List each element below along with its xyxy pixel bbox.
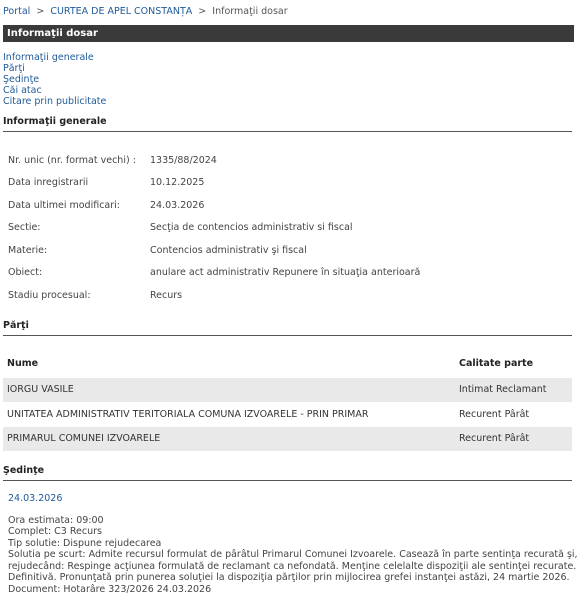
info-label: Materie: [8, 244, 48, 256]
info-value: 1335/88/2024 [150, 154, 217, 166]
anchor-cai-atac[interactable]: Căi atac [3, 85, 42, 96]
party-role: Intimat Reclamant [455, 378, 572, 403]
info-value: anulare act administrativ Repunere în situaţia anterioară [150, 267, 421, 279]
party-name: IORGU VASILE [3, 378, 455, 403]
info-value: Contencios administrativ şi fiscal [150, 244, 307, 256]
info-label: Data ultimei modificari: [8, 199, 120, 211]
info-row-data-ultimei-modificari [3, 194, 572, 217]
info-label: Sectie: [8, 222, 41, 234]
parti-table [3, 350, 572, 452]
section-heading-informatii-generale: Informaţii generale [3, 116, 572, 132]
info-label: Obiect: [8, 267, 43, 279]
party-name: UNITATEA ADMINISTRATIV TERITORIALA COMUNA IZVOARELE - PRIN PRIMAR [7, 408, 369, 420]
hearing-document: Document: Hotarâre 323/2026 24.03.2026 [8, 583, 212, 595]
hearing-date: 24.03.2026 [8, 493, 63, 504]
parti-header-row [3, 350, 572, 378]
info-row-obiect [3, 262, 572, 285]
breadcrumb-current: Informaţii dosar [212, 6, 288, 17]
column-header-calitate: Calitate parte [459, 358, 534, 369]
breadcrumb-separator: > [198, 6, 207, 17]
breadcrumb-separator: > [36, 6, 45, 17]
section-heading-sedinte: Şedinţe [3, 465, 572, 481]
info-label: Data inregistrarii [8, 177, 89, 189]
table-row [3, 378, 572, 403]
info-row-sectie [3, 217, 572, 240]
info-value: 24.03.2026 [150, 199, 205, 211]
hearing-solution-summary-line: Solutia pe scurt: Admite recursul formulat de pârâtul Primarul Comunei Izvoarele. Casează în parte sentinţa recurată şi, [8, 549, 578, 560]
info-label: Stadiu procesual: [8, 289, 91, 301]
hearing-time: Ora estimata: 09:00 [8, 514, 104, 526]
hearing-solution-summary-line: Definitivă. Pronunţată prin punerea soluţiei la dispoziţia părţilor prin mijlocirea grefei instanţei astăzi, 24 martie 2026. [8, 572, 570, 583]
info-value: Recurs [150, 289, 183, 301]
hearing-solution-type: Tip solutie: Dispune rejudecarea [8, 537, 162, 549]
hearing-solution-summary-line: rejudecând: Respinge acţiunea formulată de reclamant ca nefondată. Menţine celelalte dispoziţii ale sentinţei recurate. [8, 560, 577, 572]
anchor-citare-publicitate[interactable]: Citare prin publicitate [3, 96, 107, 107]
info-value: 10.12.2025 [150, 177, 205, 189]
party-role: Recurent Pârât [455, 427, 572, 452]
general-info-table [3, 149, 572, 307]
party-name: PRIMARUL COMUNEI IZVOARELE [3, 427, 455, 452]
info-row-data-inregistrarii [3, 172, 572, 195]
table-row [3, 427, 572, 452]
info-row-materie [3, 239, 572, 262]
anchor-sedinte[interactable]: Şedinţe [3, 74, 40, 85]
anchor-informatii-generale[interactable]: Informaţii generale [3, 52, 94, 63]
info-row-stadiu-procesual [3, 284, 572, 307]
party-role: Recurent Pârât [459, 408, 530, 420]
info-value: Secţia de contencios administrativ si fiscal [150, 222, 353, 234]
breadcrumb-portal-link[interactable]: Portal [3, 6, 31, 17]
breadcrumb [3, 0, 580, 24]
section-heading-parti: Părţi [3, 320, 572, 336]
hearing-panel: Complet: C3 Recurs [8, 526, 102, 537]
hearing-entry [3, 493, 580, 595]
breadcrumb-court-link[interactable]: CURTEA DE APEL CONSTANȚA [50, 6, 193, 17]
section-anchor-list [3, 52, 580, 107]
anchor-parti[interactable]: Părţi [3, 63, 25, 74]
table-row [3, 402, 572, 427]
info-label: Nr. unic (nr. format vechi) : [8, 154, 136, 166]
info-row-nr-unic [3, 149, 572, 172]
page-title: Informaţii dosar [3, 25, 574, 42]
column-header-nume: Nume [7, 358, 39, 369]
